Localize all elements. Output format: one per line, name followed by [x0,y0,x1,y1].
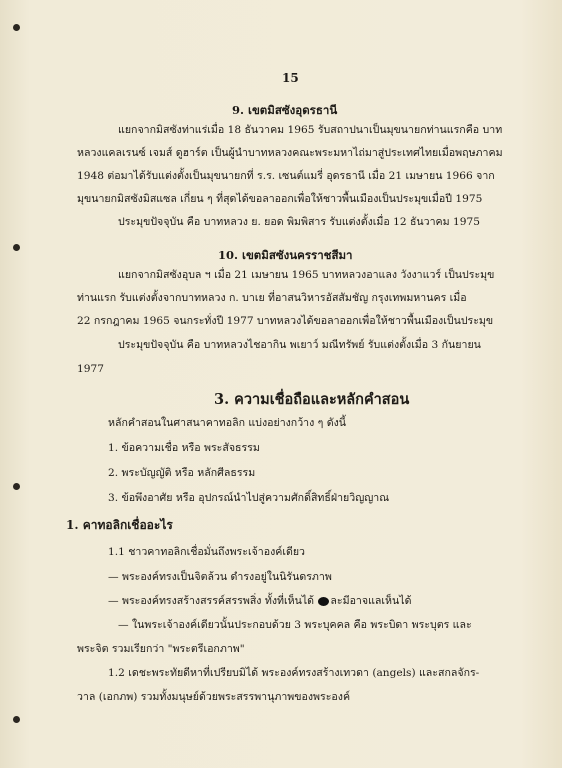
paragraph-line: 1977 [77,363,104,375]
punch-hole [13,483,20,490]
line-text: ละมีอาจแลเห็นได้ [330,595,412,607]
paragraph-line: มุขนายกมิสซังมิสแซล เกี่ยน ๆ ที่สุดได้ขอลาออกเพื่อให้ชาวพื้นเมืองเป็นประมุขเมื่อปี 1975 [77,193,483,205]
section-10-heading: 10. เขตมิสซังนครราชสีมา [218,248,353,262]
paragraph-line: แยกจากมิสซังท่าแร่เมื่อ 18 ธันวาคม 1965 รับสถาปนาเป็นมุขนายกท่านแรกคือ บาท [118,124,503,136]
paragraph-line: ท่านแรก รับแต่งตั้งจากบาทหลวง ก. บาเย ที่อาสนวิหารอัสสัมชัญ กรุงเทพมหานคร เมื่อ [77,292,467,304]
paragraph-line: 22 กรกฎาคม 1965 จนกระทั่งปี 1977 บาทหลวงได้ขอลาออกเพื่อให้ชาวพื้นเมืองเป็นประมุข [77,315,494,327]
paragraph-line [108,594,411,608]
list-item: 3. ข้อพึงอาศัย หรือ อุปกรณ์นำไปสู่ความศักดิ์สิทธิ์ฝ่ายวิญญาณ [108,492,390,504]
paragraph-line: หลวงแคลเรนซ์ เจมส์ ดูฮาร์ต เป็นผู้นำบาทหลวงคณะพระมหาไถ่มาสู่ประเทศไทยเมื่อพฤษภาคม [77,147,503,159]
punch-hole [13,716,20,723]
paragraph-line: — พระองค์ทรงเป็นจิตล้วน ดำรงอยู่ในนิรันดรภาพ [108,571,332,583]
paragraph-line: แยกจากมิสซังอุบล ฯ เมื่อ 21 เมษายน 1965 บาทหลวงอาแลง วังงาแวร์ เป็นประมุข [118,269,495,281]
paragraph-line: 1.1 ชาวคาทอลิกเชื่อมั่นถึงพระเจ้าองค์เดียว [108,546,305,558]
punch-hole [13,24,20,31]
paragraph-line: 1948 ต่อมาได้รับแต่งตั้งเป็นมุขนายกที่ ร.ร. เซนต์แมรี่ อุดรธานี เมื่อ 21 เมษายน 1966 จาก [77,170,495,182]
intro-line: หลักคำสอนในศาสนาคาทอลิก แบ่งอย่างกว้าง ๆ ดังนี้ [108,417,347,429]
page-number: 15 [282,71,299,85]
paragraph-line: ประมุขปัจจุบัน คือ บาทหลวง ย. ยอด พิมพิสาร รับแต่งตั้งเมื่อ 12 ธันวาคม 1975 [118,216,480,228]
ink-smudge [318,597,329,606]
section-9-heading: 9. เขตมิสซังอุดรธานี [232,103,338,117]
line-text: — พระองค์ทรงสร้างสรรค์สรรพสิ่ง ทั้งที่เห็นได้ [108,595,315,607]
part-3-heading: 3. ความเชื่อถือและหลักคำสอน [214,391,410,408]
paragraph-line: พระจิต รวมเรียกว่า "พระตรีเอกภาพ" [77,643,245,655]
list-item: 1. ข้อความเชื่อ หรือ พระสัจธรรม [108,442,260,454]
paragraph-line: 1.2 เดชะพระทัยดีหาที่เปรียบมิได้ พระองค์ทรงสร้างเทวดา (angels) และสกลจักร- [108,667,480,679]
punch-hole [13,244,20,251]
paragraph-line: — ในพระเจ้าองค์เดียวนั้นประกอบด้วย 3 พระบุคคล คือ พระบิดา พระบุตร และ [118,619,472,631]
paragraph-line: วาล (เอกภพ) รวมทั้งมนุษย์ด้วยพระสรรพานุภาพของพระองค์ [77,691,351,703]
paragraph-line: ประมุขปัจจุบัน คือ บาทหลวงไชอากิน พเยาว์ มณีทรัพย์ รับแต่งตั้งเมื่อ 3 กันยายน [118,339,481,351]
list-item: 2. พระบัญญัติ หรือ หลักศีลธรรม [108,467,256,479]
subsection-1-heading: 1. คาทอลิกเชื่ออะไร [66,518,173,532]
